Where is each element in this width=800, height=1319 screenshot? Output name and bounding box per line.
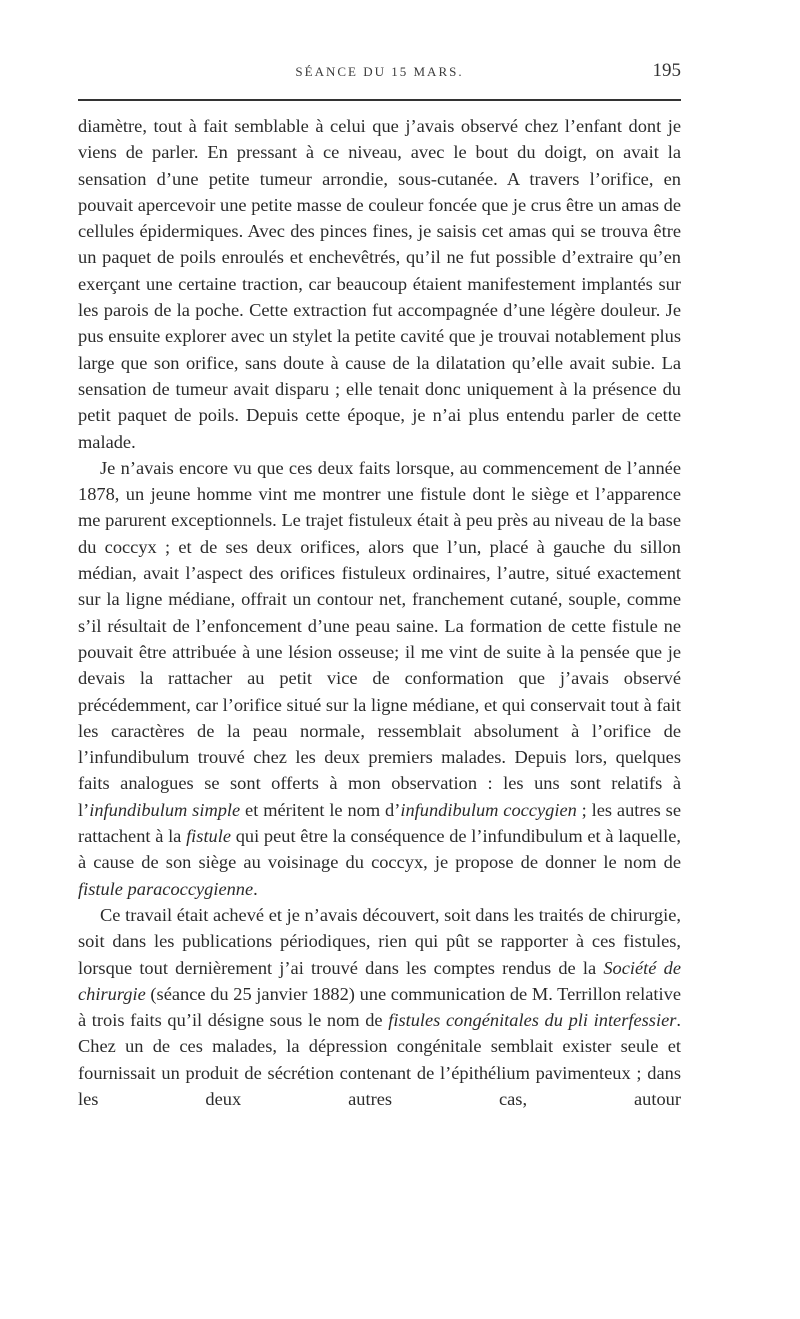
- running-title: SÉANCE DU 15 MARS.: [295, 64, 464, 79]
- paragraph: [78, 455, 681, 902]
- italic-text: fistule: [186, 826, 232, 847]
- italic-text: fistules congénitales du pli interfessier: [388, 1010, 677, 1031]
- paragraph: [78, 113, 681, 455]
- text-segment: . Chez un de ces malades, la dépression congénitale semblait exister seule et fournissait un produit de sécrétion contenant de l’épithélium pavimenteux ; dans les deux autres cas, autour: [78, 1010, 681, 1109]
- body-text: [78, 113, 681, 1112]
- paragraph: [78, 902, 681, 1112]
- text-segment: diamètre, tout à fait semblable à celui que j’avais observé chez l’enfant dont je viens de parler. En pressant à ce niveau, avec le bout du doigt, on avait la sensation d’une petite tumeur arrondie, sous-cutanée. A travers l’orifice, en pouvait apercevoir une petite masse de couleur foncée que je crus être un amas de cellules épidermiques. Avec des pinces fines, je saisis cet amas qui se trouva être un paquet de poils enroulés et enchevêtrés, qu’il ne fut possible d’extraire qu’en exerçant une certaine traction, car beaucoup étaient manifestement implantés sur les parois de la poche. Cette extraction fut accompagnée d’une légère douleur. Je pus ensuite explorer avec un stylet la petite cavité que je trouvai notablement plus large que son orifice, sans doute à cause de la dilatation qu’elle avait subie. La sensation de tumeur avait disparu ; elle tenait donc uniquement à la présence du petit paquet de poils. Depuis cette époque, je n’ai plus entendu parler de cette malade.: [78, 116, 681, 452]
- text-segment: qui peut être la conséquence de l’infundibulum et à laquelle, à cause de son siège au voisinage du coccyx, je propose de donner le nom de: [78, 826, 681, 873]
- text-segment: .: [253, 878, 258, 899]
- text-segment: (séance du 25 janvier 1882) une communication de M. Terrillon relative à trois faits qu’il désigne sous le nom de: [78, 983, 681, 1031]
- text-segment: Je n’avais encore vu que ces deux faits lorsque, au commencement de l’année 1878, un jeune homme vint me montrer une fistule dont le siège et l’apparence me parurent exceptionnels. Le trajet fistuleux était à peu près au niveau de la base du coccyx ; et de ses deux orifices, alors que l’un, placé à gauche du sillon médian, avait l’aspect des orifices fistuleux ordinaires, l’autre, situé exactement sur la ligne médiane, offrait un contour net, franchement cutané, souple, comme s’il résultait de l’enfoncement d’une peau saine. La formation de cette fistule ne pouvait être attribuée à une lésion osseuse; il me vint de suite à la pensée que je devais la rattacher au petit vice de conformation que j’avais observé précédemment, car l’orifice situé sur la ligne médiane, et qui conservait tout à fait les caractères de la peau normale, ressemblait absolument à l’orifice de l’infundibulum trouvé chez les deux premiers malades. Depuis lors, quelques faits analogues se sont offerts à mon observation : les uns sont relatifs à l’: [78, 457, 681, 820]
- text-segment: ; les autres se rattachent à la: [78, 799, 681, 847]
- page-header: [78, 60, 681, 90]
- text-segment: et méritent le nom d’: [240, 799, 401, 820]
- header-rule: [78, 99, 681, 101]
- text-segment: Ce travail était achevé et je n’avais découvert, soit dans les traités de chirurgie, soit dans les publications périodiques, rien qui pût se rapporter à ces fistules, lorsque tout dernièrement j’ai trouvé dans les comptes rendus de la: [78, 904, 681, 978]
- page-number: 195: [652, 60, 681, 81]
- italic-text: infundibulum coccygien: [400, 799, 577, 820]
- italic-text: fistule paracoccygienne: [78, 878, 254, 899]
- italic-text: infundibulum simple: [89, 799, 241, 820]
- italic-text: Société de chirurgie: [78, 957, 681, 1004]
